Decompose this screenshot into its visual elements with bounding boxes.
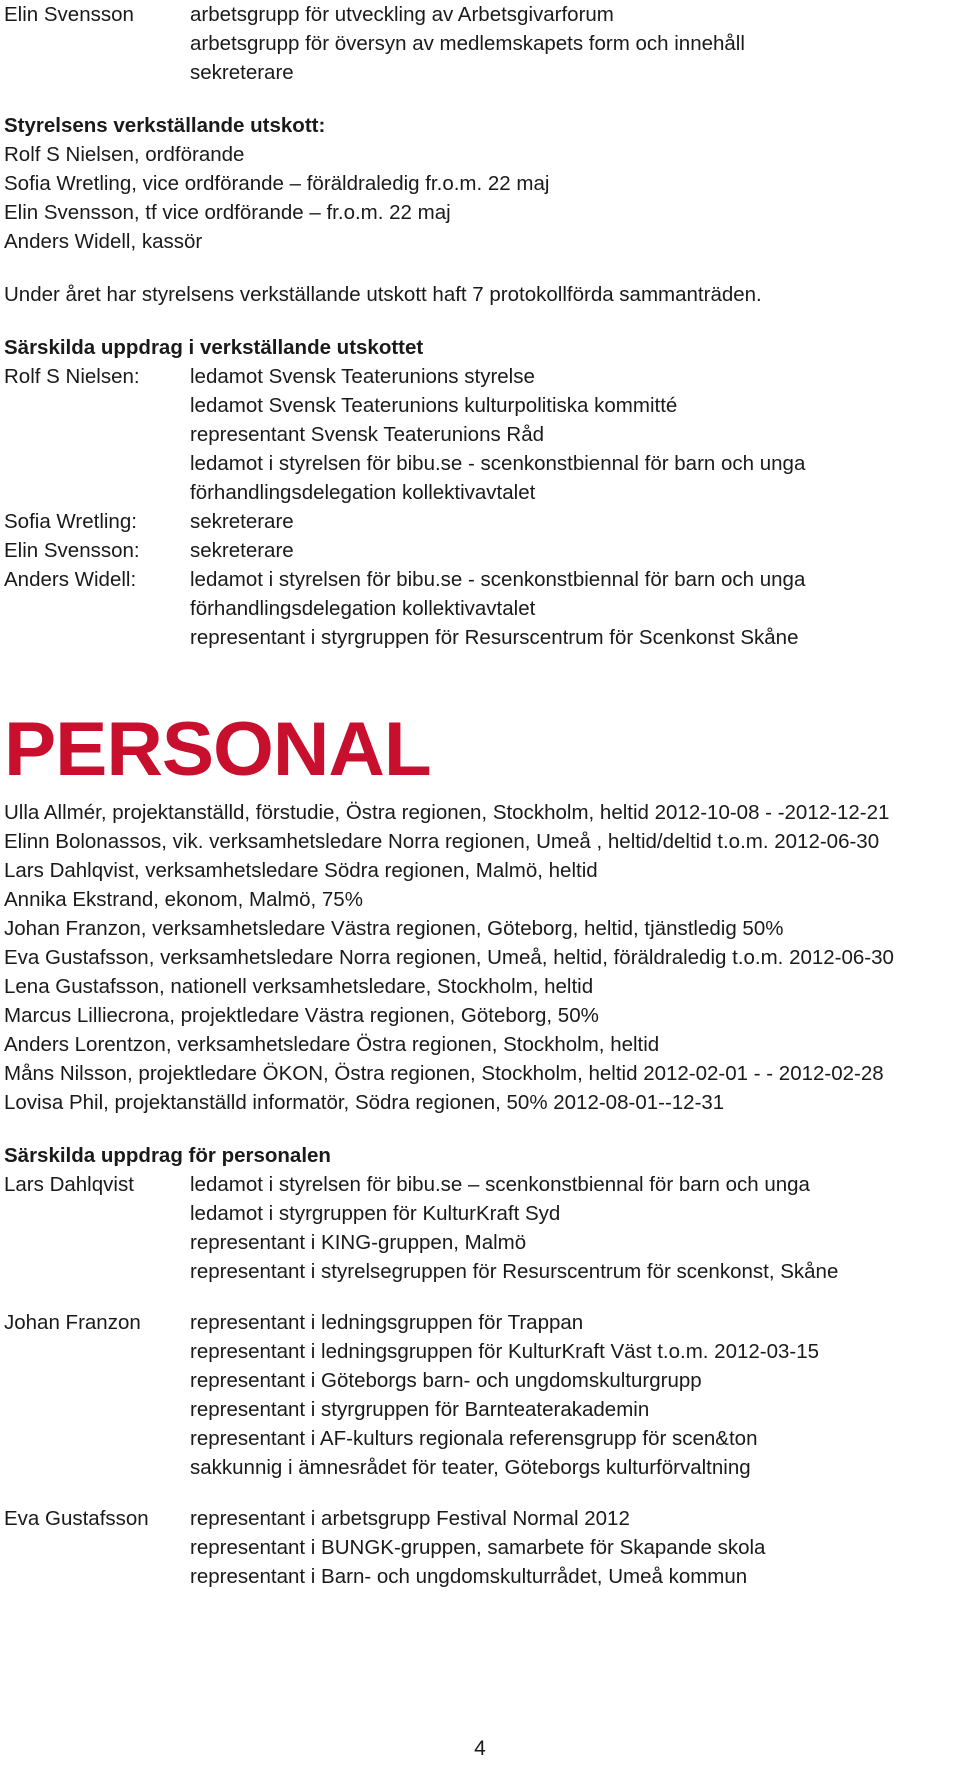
person-role: representant i AF-kulturs regionala referensgrupp för scen&ton <box>190 1427 758 1450</box>
person-name: Sofia Wretling: <box>4 510 137 533</box>
person-name: Johan Franzon <box>4 1311 141 1334</box>
person-role: ledamot Svensk Teaterunions styrelse <box>190 365 535 388</box>
person-role: representant i styrelsegruppen för Resurscentrum för scenkonst, Skåne <box>190 1260 839 1283</box>
intro-role: arbetsgrupp för utveckling av Arbetsgivarforum <box>190 3 614 26</box>
staff-entry: Lena Gustafsson, nationell verksamhetsledare, Stockholm, heltid <box>4 975 594 998</box>
person-role: ledamot i styrelsen för bibu.se - scenkonstbiennal för barn och unga <box>190 568 806 591</box>
staff-entry: Marcus Lilliecrona, projektledare Västra regionen, Göteborg, 50% <box>4 1004 599 1027</box>
staff-entry: Johan Franzon, verksamhetsledare Västra regionen, Göteborg, heltid, tjänstledig 50% <box>4 917 784 940</box>
person-role: representant i styrgruppen för Barnteaterakademin <box>190 1398 650 1421</box>
staff-entry: Ulla Allmér, projektanställd, förstudie, Östra regionen, Stockholm, heltid 2012-10-08 - -2012-12-21 <box>4 801 890 824</box>
special-staff-entry <box>4 1170 954 1286</box>
personal-title: PERSONAL <box>4 707 431 792</box>
intro-role: arbetsgrupp för översyn av medlemskapets form och innehåll <box>190 32 745 55</box>
special-staff-heading: Särskilda uppdrag för personalen <box>4 1144 331 1167</box>
person-name: Rolf S Nielsen: <box>4 365 140 388</box>
special-exec-heading: Särskilda uppdrag i verkställande utskottet <box>4 336 424 359</box>
special-staff-entry <box>4 1504 954 1591</box>
executive-heading: Styrelsens verkställande utskott: <box>4 114 326 137</box>
person-role: representant i styrgruppen för Resurscentrum för Scenkonst Skåne <box>190 626 799 649</box>
staff-entry: Lars Dahlqvist, verksamhetsledare Södra regionen, Malmö, heltid <box>4 859 598 882</box>
person-role: representant i Barn- och ungdomskulturrådet, Umeå kommun <box>190 1565 748 1588</box>
person-name: Eva Gustafsson <box>4 1507 149 1530</box>
person-role: förhandlingsdelegation kollektivavtalet <box>190 597 536 620</box>
person-role: representant i ledningsgruppen för KulturKraft Väst t.o.m. 2012-03-15 <box>190 1340 820 1363</box>
person-role: sekreterare <box>190 539 294 562</box>
staff-entry: Måns Nilsson, projektledare ÖKON, Östra regionen, Stockholm, heltid 2012-02-01 - - 2012-02-28 <box>4 1062 884 1085</box>
person-role: ledamot i styrelsen för bibu.se – scenkonstbiennal för barn och unga <box>190 1173 810 1196</box>
special-exec-entry <box>4 362 954 507</box>
person-role: ledamot Svensk Teaterunions kulturpolitiska kommitté <box>190 394 678 417</box>
person-name: Elin Svensson: <box>4 539 140 562</box>
person-role: representant i Göteborgs barn- och ungdomskulturgrupp <box>190 1369 702 1392</box>
person-role: representant i arbetsgrupp Festival Normal 2012 <box>190 1507 630 1530</box>
staff-entry: Eva Gustafsson, verksamhetsledare Norra regionen, Umeå, heltid, föräldraledig t.o.m. 2012-06-30 <box>4 946 894 969</box>
person-name: Lars Dahlqvist <box>4 1173 134 1196</box>
special-exec-entry <box>4 536 954 565</box>
special-exec-entry <box>4 507 954 536</box>
staff-entry: Elinn Bolonassos, vik. verksamhetsledare Norra regionen, Umeå , heltid/deltid t.o.m. 2012-06-30 <box>4 830 880 853</box>
intro-role: sekreterare <box>190 61 294 84</box>
executive-member: Elin Svensson, tf vice ordförande – fr.o.m. 22 maj <box>4 201 451 224</box>
intro-entry <box>4 0 954 87</box>
staff-entry: Anders Lorentzon, verksamhetsledare Östra regionen, Stockholm, heltid <box>4 1033 660 1056</box>
staff-entry: Annika Ekstrand, ekonom, Malmö, 75% <box>4 888 363 911</box>
executive-member: Sofia Wretling, vice ordförande – föräldraledig fr.o.m. 22 maj <box>4 172 550 195</box>
intro-name: Elin Svensson <box>4 3 134 26</box>
person-role: ledamot i styrelsen för bibu.se - scenkonstbiennal för barn och unga <box>190 452 806 475</box>
staff-entry: Lovisa Phil, projektanställd informatör, Södra regionen, 50% 2012-08-01--12-31 <box>4 1091 725 1114</box>
person-role: representant i KING-gruppen, Malmö <box>190 1231 527 1254</box>
person-role: ledamot i styrgruppen för KulturKraft Syd <box>190 1202 561 1225</box>
person-role: representant i BUNGK-gruppen, samarbete för Skapande skola <box>190 1536 766 1559</box>
special-staff-entry <box>4 1308 954 1482</box>
document-page <box>4 0 954 1591</box>
person-role: förhandlingsdelegation kollektivavtalet <box>190 481 536 504</box>
intro-roles <box>190 0 745 87</box>
executive-meetings-note: Under året har styrelsens verkställande utskott haft 7 protokollförda sammanträden. <box>4 283 762 306</box>
person-role: sakkunnig i ämnesrådet för teater, Göteborgs kulturförvaltning <box>190 1456 751 1479</box>
person-name: Anders Widell: <box>4 568 137 591</box>
executive-member: Rolf S Nielsen, ordförande <box>4 143 245 166</box>
person-role: representant Svensk Teaterunions Råd <box>190 423 545 446</box>
special-exec-entry <box>4 565 954 652</box>
executive-member: Anders Widell, kassör <box>4 230 203 253</box>
person-role: representant i ledningsgruppen för Trappan <box>190 1311 584 1334</box>
page-number: 4 <box>474 1737 486 1760</box>
person-role: sekreterare <box>190 510 294 533</box>
